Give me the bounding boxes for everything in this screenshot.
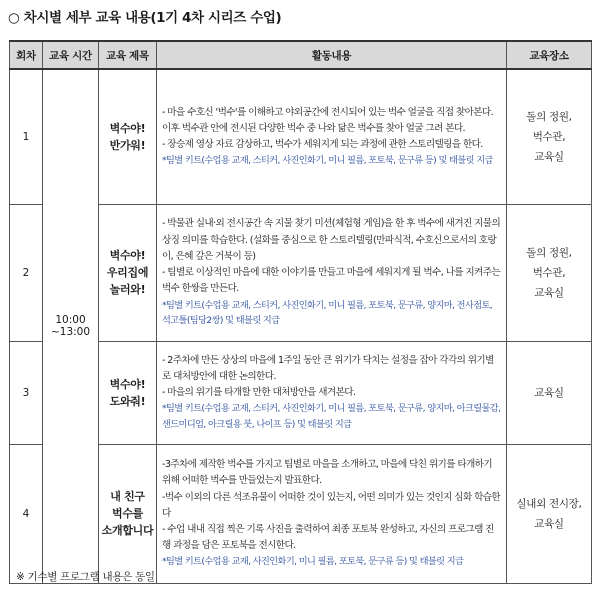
activity-item: - 수업 내내 직접 찍은 기록 사진을 출력하여 최종 포토북 완성하고, 자신의 프로그램 진행 과정을 담은 포토북을 전시한다.: [162, 523, 494, 552]
place-line: 돌의 정원,: [526, 246, 572, 259]
header-session: 회차: [10, 41, 43, 69]
table-header-row: [10, 41, 592, 69]
page-title: ○ 차시별 세부 교육 내용(1기 4차 시리즈 수업): [8, 10, 282, 26]
time-start: 10:00: [55, 314, 86, 327]
session-number: 2: [10, 204, 43, 341]
session-number: 4: [10, 444, 43, 583]
session-title: [99, 204, 157, 341]
session-number: 1: [10, 69, 43, 204]
session-title-line: 벽수야!: [109, 249, 146, 262]
session-title-line: 소개합니다: [101, 524, 154, 537]
supplies-note: *팀별 키트(수업용 교재, 스티커, 사진인화기, 미니 필름, 포토북, 문구류 등) 및 태블릿 지급: [162, 155, 493, 167]
session-title-line: 벽수야!: [109, 377, 146, 391]
schedule-table: [9, 40, 592, 584]
place-line: 교육실: [534, 286, 564, 299]
header-place: 교육장소: [507, 41, 592, 69]
activity-item: - 마을 수호신 '벅수'를 이해하고 야외공간에 전시되어 있는 벅수 얼굴을 직접 찾아본다. 이후 벅수관 안에 전시된 다양한 벅수 중 나와 닮은 벅수를 찾아 얼굴 그려 본다.: [162, 106, 494, 134]
session-title: [99, 444, 157, 583]
session-title: [99, 341, 157, 444]
header-time: 교육 시간: [43, 41, 99, 69]
activity-cell: [157, 444, 507, 583]
supplies-note: *팀별 키트(수업용 교재, 사진인화기, 미니 필름, 포토북, 문구류 등) 및 태블릿 지급: [162, 556, 464, 568]
place-line: 실내외 전시장,: [516, 497, 582, 510]
place-line: 교육실: [534, 386, 564, 399]
session-title-line: 놀러와!: [109, 283, 146, 296]
activity-item: - 장승제 영상 자료 감상하고, 벅수가 세워지게 되는 과정에 관한 스토리텔링을 한다.: [162, 139, 483, 151]
place-line: 벅수관,: [532, 266, 566, 279]
activity-item: - 박물관 실내·외 전시공간 속 지물 찾기 미션(체험형 게임)을 한 후 벅수에 새겨진 지물의 상징 의미를 학습한다. (설화를 중심으로 한 스토리텔링(만파식적, 수호신으로서의 호랑이, 은혜 갚은 거북이 등): [162, 218, 501, 262]
session-title-line: 벅수를: [112, 507, 143, 520]
header-title: 교육 제목: [99, 41, 157, 69]
session-number: 3: [10, 341, 43, 444]
table-row: [10, 69, 592, 204]
activity-cell: [157, 69, 507, 204]
session-title-line: 내 친구: [110, 490, 145, 503]
place-cell: [507, 204, 592, 341]
place-line: 교육실: [534, 517, 564, 530]
activity-item: - 팀별로 이상적인 마을에 대한 이야기를 만들고 마을에 세워지게 될 벅수, 나를 지켜주는 벅수 한쌍을 만든다.: [162, 267, 501, 295]
activity-item: - 마을의 위기를 타개할 만한 대처방안을 새겨본다.: [162, 387, 356, 399]
activity-item: -벅수 이외의 다른 석조유물이 어떠한 것이 있는지, 어떤 의미가 있는 것인지 심화 학습한다: [162, 491, 501, 519]
place-cell: [507, 341, 592, 444]
activity-item: - 2주차에 만든 상상의 마을에 1주일 동안 큰 위기가 닥치는 설정을 잡아 각각의 위기별로 대처방안에 대한 논의한다.: [162, 354, 494, 382]
activity-cell: [157, 341, 507, 444]
time-cell: [43, 69, 99, 583]
session-title-line: 도와줘!: [109, 394, 146, 408]
session-title-line: 벽수야!: [109, 121, 146, 135]
activity-item: -3주차에 제작한 벅수를 가지고 팀별로 마을을 소개하고, 마을에 닥친 위기를 타개하기 위해 어떠한 벅수를 만들었는지 발표한다.: [162, 459, 493, 487]
place-cell: [507, 444, 592, 583]
supplies-note: *팀별 키트(수업용 교재, 스티커, 사진인화기, 미니 필름, 포토북, 문구류, 양지마, 아크릴물감, 샌드미디엄, 아크릴용 붓, 나이프 등) 및 태블릿 지급: [162, 403, 501, 430]
session-title-line: 우리집에: [106, 266, 149, 279]
place-line: 교육실: [534, 150, 564, 163]
place-cell: [507, 69, 592, 204]
footnote: ※ 기수별 프로그램 내용은 동일: [16, 571, 155, 583]
place-line: 벅수관,: [532, 130, 566, 143]
session-title-line: 반가워!: [109, 138, 146, 152]
time-end: ~13:00: [50, 326, 91, 339]
place-line: 돌의 정원,: [526, 110, 572, 123]
activity-cell: [157, 204, 507, 341]
header-activity: 활동내용: [157, 41, 507, 69]
supplies-note: *팀별 키트(수업용 교재, 스티커, 사진인화기, 미니 필름, 포토북, 문구류, 양지마, 전사점토, 석고틀(팀당2쌍) 및 태블릿 지급: [162, 299, 493, 326]
session-title: [99, 69, 157, 204]
